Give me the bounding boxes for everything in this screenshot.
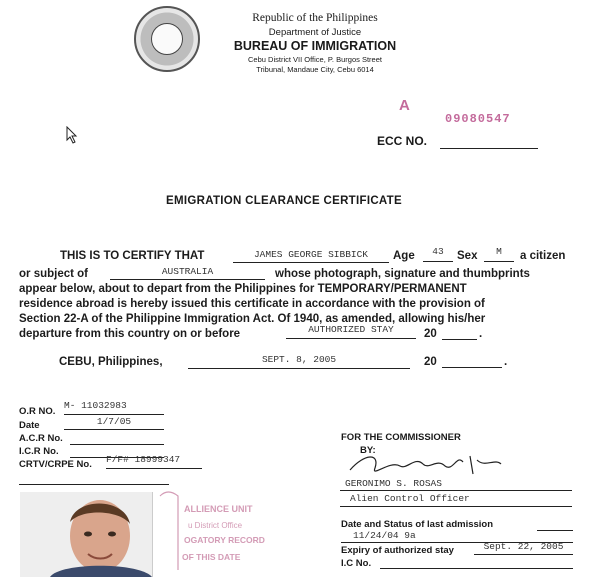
header-republic: Republic of the Philippines bbox=[252, 12, 378, 24]
admission-label: Date and Status of last admission bbox=[341, 519, 494, 530]
icr-label: I.C.R No. bbox=[19, 446, 59, 457]
ecc-number: 09080547 bbox=[445, 112, 511, 126]
acr-label: A.C.R No. bbox=[19, 433, 63, 444]
issue-period: . bbox=[504, 356, 508, 368]
or-label: O.R NO. bbox=[19, 406, 56, 417]
expiry-label: Expiry of authorized stay bbox=[341, 545, 454, 556]
ic-label: I.C No. bbox=[341, 558, 372, 569]
holder-photo bbox=[20, 492, 153, 577]
country-value: AUSTRALIA bbox=[110, 266, 265, 280]
age-label: Age bbox=[393, 250, 415, 262]
issue-date-value: SEPT. 8, 2005 bbox=[188, 354, 410, 369]
or-value: M- 11032983 bbox=[64, 400, 164, 415]
ic-line bbox=[380, 568, 573, 569]
sex-label: Sex bbox=[457, 250, 478, 262]
certify-name: JAMES GEORGE SIBBICK bbox=[233, 249, 389, 263]
crtv-value: F/F# 18999347 bbox=[106, 454, 202, 469]
certify-lead: THIS IS TO CERTIFY THAT bbox=[60, 250, 205, 262]
stay-year-line bbox=[442, 339, 477, 340]
mouse-pointer-icon bbox=[66, 126, 78, 149]
certify-line6: departure from this country on or before bbox=[19, 328, 241, 340]
crtv-label: CRTV/CRPE No. bbox=[19, 459, 92, 470]
header-office: Cebu District VII Office, P. Burgos Street bbox=[248, 55, 382, 64]
header-bureau: BUREAU OF IMMIGRATION bbox=[233, 39, 397, 53]
stamp-line-2: u District Office bbox=[188, 521, 243, 530]
certify-line3: appear below, about to depart from the Philippines for TEMPORARY/PERMANENT bbox=[19, 283, 467, 295]
for-commissioner-label: FOR THE COMMISSIONER bbox=[341, 432, 461, 443]
issue-year-prefix: 20 bbox=[424, 356, 437, 368]
left-bottom-line bbox=[19, 484, 169, 485]
by-label: BY: bbox=[360, 445, 376, 456]
date-label: Date bbox=[19, 420, 40, 431]
stamp-line-1: ALLIENCE UNIT bbox=[184, 504, 253, 514]
age-value: 43 bbox=[423, 246, 453, 262]
signatory-position: Alien Control Officer bbox=[350, 493, 470, 504]
expiry-value: Sept. 22, 2005 bbox=[474, 541, 573, 555]
place-label: CEBU, Philippines, bbox=[59, 356, 163, 368]
stay-year-prefix: 20 bbox=[424, 328, 437, 340]
stay-period: . bbox=[479, 328, 483, 340]
acr-line bbox=[70, 444, 164, 445]
header-department: Department of Justice bbox=[268, 27, 362, 38]
header-address: Tribunal, Mandaue City, Cebu 6014 bbox=[256, 65, 374, 74]
sex-value: M bbox=[484, 246, 514, 262]
signatory-name: GERONIMO S. ROSAS bbox=[345, 478, 442, 489]
issue-year-line bbox=[442, 367, 502, 368]
bureau-seal-icon bbox=[134, 6, 200, 72]
certify-line2: whose photograph, signature and thumbprints bbox=[275, 268, 530, 280]
ecc-label: ECC NO. bbox=[377, 134, 428, 148]
certify-line4: residence abroad is hereby issued this certificate in accordance with the provision of bbox=[19, 298, 485, 310]
stay-value: AUTHORIZED STAY bbox=[286, 324, 416, 339]
stamp-line-4: OF THIS DATE bbox=[182, 552, 241, 562]
subject-of-label: or subject of bbox=[19, 268, 89, 280]
stamp-line-3: OGATORY RECORD bbox=[184, 535, 265, 545]
certify-line5: Section 22-A of the Philippine Immigration Act. Of 1940, as amended, allowing his/her bbox=[19, 313, 486, 325]
ecc-stamp-letter: A bbox=[399, 97, 410, 114]
intelligence-stamp bbox=[158, 490, 278, 572]
signatory-line bbox=[340, 490, 572, 491]
position-line bbox=[340, 506, 572, 507]
date-value: 1/7/05 bbox=[64, 416, 164, 430]
admission-value: 11/24/04 9a bbox=[341, 530, 573, 543]
document-title: EMIGRATION CLEARANCE CERTIFICATE bbox=[166, 195, 402, 207]
citizen-text: a citizen bbox=[520, 250, 566, 262]
ecc-field-line bbox=[440, 148, 538, 149]
